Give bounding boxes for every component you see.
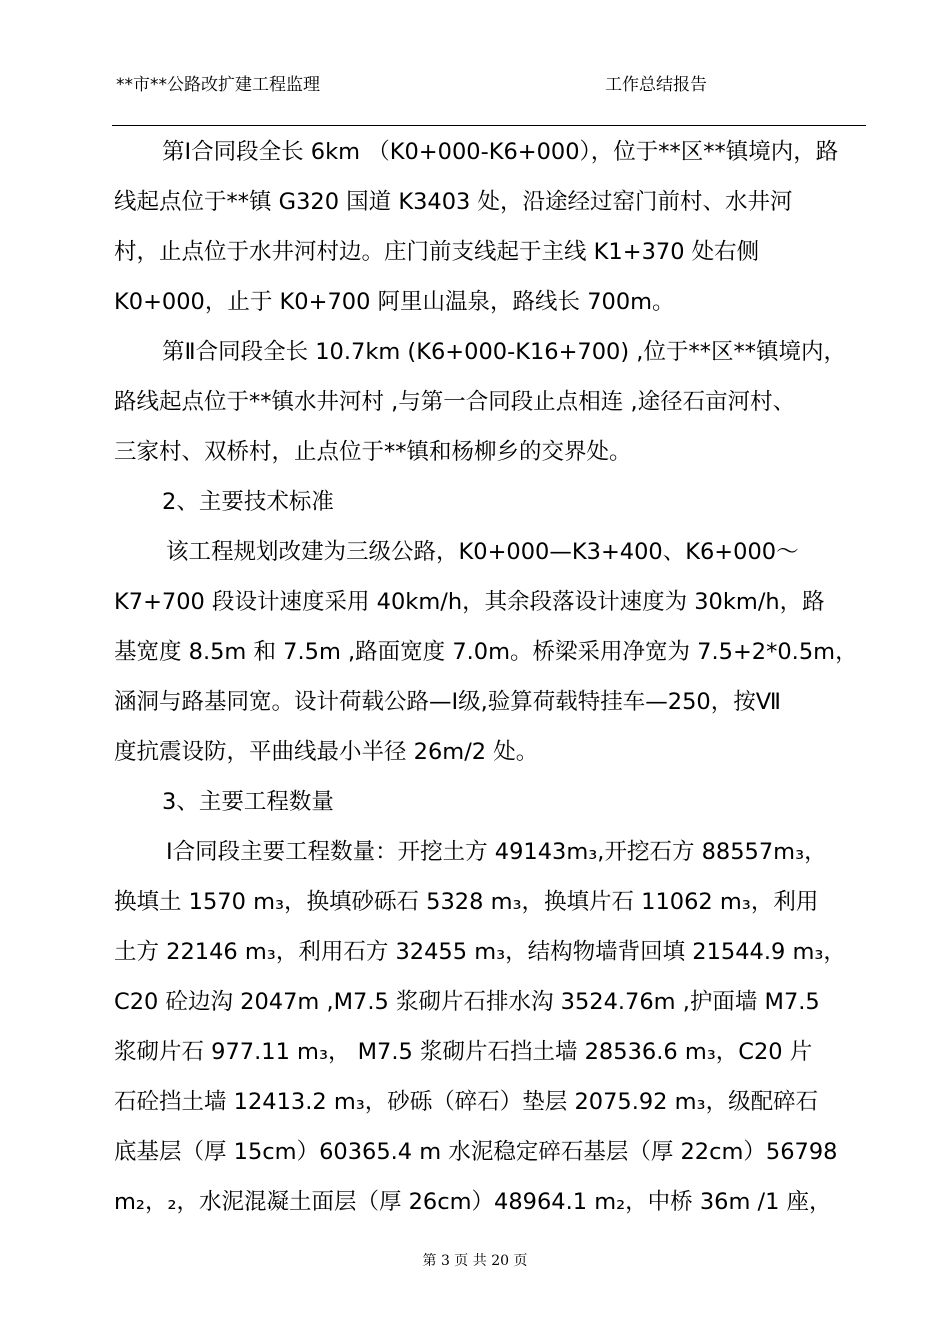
page-number-footer: 第 3 页 共 20 页 <box>422 1253 528 1269</box>
paragraph-section1-contract2 <box>114 327 870 477</box>
text-line: K7+700 段设计速度采用 40km/h，其余段落设计速度为 30km/h，路 <box>114 589 825 615</box>
document-body <box>114 127 870 1227</box>
paragraph-technical-standards <box>114 527 870 777</box>
text-line: 该工程规划改建为三级公路，K0+000—K3+400、K6+000～ <box>166 539 799 565</box>
text-line: 换填土 1570 m₃，换填砂砾石 5328 m₃，换填片石 11062 m₃，利用 <box>114 889 819 915</box>
text-line: 基宽度 8.5m 和 7.5m ,路面宽度 7.0m。桥梁采用净宽为 7.5+2*0.5m， <box>114 639 858 665</box>
text-line: 村，止点位于水井河村边。庄门前支线起于主线 K1+370 处右侧 <box>114 239 760 265</box>
paragraph-quantities <box>114 827 870 1227</box>
text-line: 线起点位于**镇 G320 国道 K3403 处，沿途经过窑门前村、水井河 <box>114 189 793 215</box>
paragraph-section1-contract1 <box>114 127 870 327</box>
text-line: 第Ⅱ合同段全长 10.7km (K6+000-K16+700) ,位于**区**镇境内， <box>162 339 846 365</box>
header-report-title: 工作总结报告 <box>605 75 707 95</box>
text-line: Ⅰ合同段主要工程数量：开挖土方 49143m₃,开挖石方 88557m₃， <box>166 839 827 865</box>
text-line: 涵洞与路基同宽。设计荷载公路—Ⅰ级,验算荷载特挂车—250，按Ⅶ <box>114 689 781 715</box>
text-line: 路线起点位于**镇水井河村 ,与第一合同段止点相连 ,途径石亩河村、 <box>114 389 796 415</box>
text-line: 土方 22146 m₃，利用石方 32455 m₃，结构物墙背回填 21544.9 m₃， <box>114 939 846 965</box>
section-heading-quantities: 3、主要工程数量 <box>162 789 334 815</box>
text-line: C20 砼边沟 2047m ,M7.5 浆砌片石排水沟 3524.76m ,护面墙 M7.5 <box>114 989 820 1015</box>
header-divider <box>112 125 866 126</box>
text-line: m₂，₂，水泥混凝土面层（厚 26cm）48964.1 m₂，中桥 36m /1 座， <box>114 1189 832 1215</box>
header-project-title: **市**公路改扩建工程监理 <box>116 75 320 95</box>
text-line: 石砼挡土墙 12413.2 m₃，砂砾（碎石）垫层 2075.92 m₃，级配碎石 <box>114 1089 819 1115</box>
text-line: 浆砌片石 977.11 m₃， M7.5 浆砌片石挡土墙 28536.6 m₃，C20 片 <box>114 1039 813 1065</box>
text-line: K0+000，止于 K0+700 阿里山温泉，路线长 700m。 <box>114 289 675 315</box>
text-line: 第Ⅰ合同段全长 6km （K0+000-K6+000），位于**区**镇境内，路 <box>162 139 839 165</box>
section-heading-technical-standards: 2、主要技术标准 <box>162 489 334 515</box>
text-line: 度抗震设防，平曲线最小半径 26m/2 处。 <box>114 739 539 765</box>
text-line: 底基层（厚 15cm）60365.4 m 水泥稳定碎石基层（厚 22cm）56798 <box>114 1139 838 1165</box>
text-line: 三家村、双桥村，止点位于**镇和杨柳乡的交界处。 <box>114 439 632 465</box>
